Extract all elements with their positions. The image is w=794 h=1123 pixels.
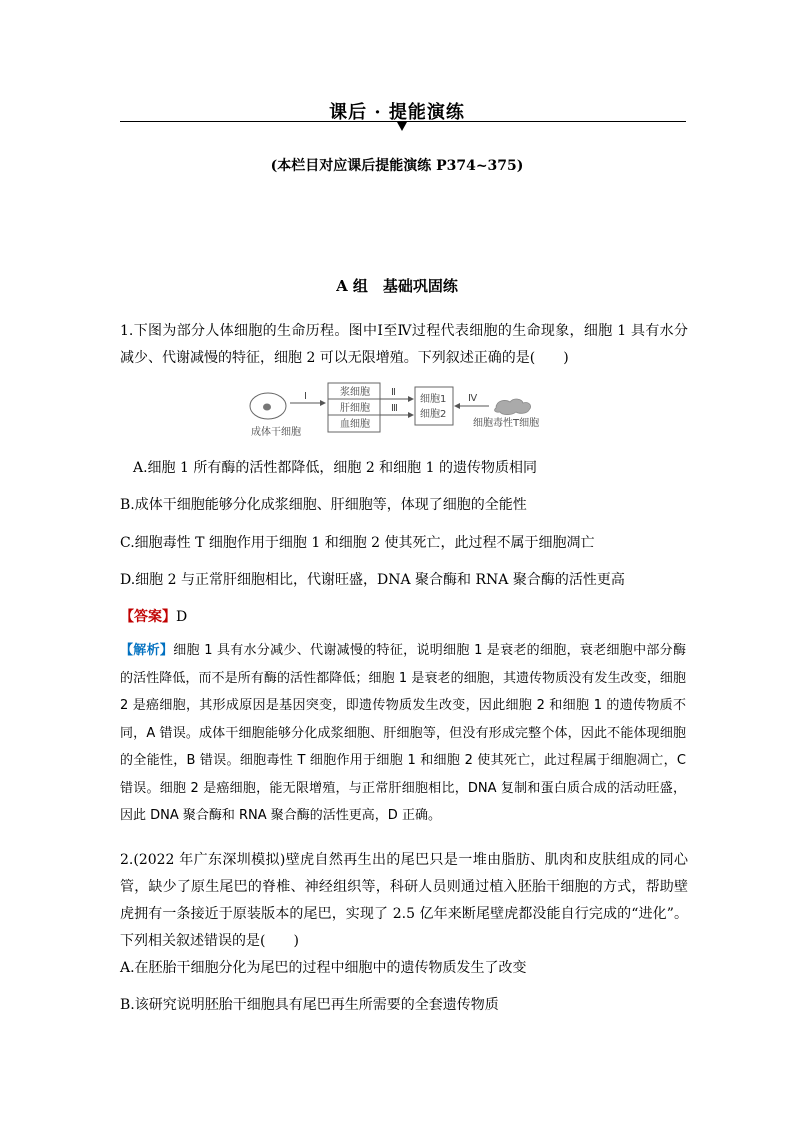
question-2-stem: 2.(2022 年广东深圳模拟)壁虎自然再生出的尾巴只是一堆由脂肪、肌肉和皮肤组成的同心管，缺少了原生尾巴的脊椎、神经组织等，科研人员则通过植入胚胎干细胞的方式，帮助壁虎拥有一条接近于原装版本的尾巴，实现了 2.5 亿年来断尾壁虎都没能自行完成的“进化”。下列相关叙述错误的是( ): [120, 852, 688, 949]
stem-cell-label: 成体干细胞: [251, 427, 301, 438]
arrow-2-head: [408, 396, 414, 402]
analysis-text: 细胞 1 具有水分减少、代谢减慢的特征，说明细胞 1 是衰老的细胞，衰老细胞中部分酶的活性降低，而不是所有酶的活性都降低；细胞 1 是衰老的细胞，其遗传物质没有发生改变，细胞 2 是癌细胞，其形成原因是基因突变，即遗传物质发生改变，因此细胞 2 和细胞 1 的遗传物质不同，A 错误。成体干细胞能够分化成浆细胞、肝细胞等，但没有形成完整个体，因此不能体现细胞的全能性，B 错误。细胞毒性 T 细胞作用于细胞 1 和细胞 2 使其死亡，此过程属于细胞凋亡，C 错误。细胞 2 是癌细胞，能无限增殖，与正常肝细胞相比，DNA 复制和蛋白质合成的活动旺盛，因此 DNA 聚合酶和 RNA 聚合酶的活性更高，D 正确。: [120, 643, 686, 823]
section-title: A 组 基础巩固练: [336, 277, 458, 295]
q1-option-c: C.细胞毒性 T 细胞作用于细胞 1 和细胞 2 使其死亡，此过程不属于细胞凋亡: [120, 535, 595, 551]
page-subtitle: (本栏目对应课后提能演练 P374~375): [270, 158, 524, 174]
arrow-1-head: [320, 400, 326, 406]
roman-label-4: Ⅳ: [468, 393, 478, 404]
header-triangle-icon: [397, 122, 407, 131]
q1-option-d: D.细胞 2 与正常肝细胞相比，代谢旺盛，DNA 聚合酶和 RNA 聚合酶的活性更高: [120, 572, 625, 588]
box-item-liver: 肝细胞: [340, 403, 370, 414]
stem-cell-nucleus: [263, 404, 271, 411]
q1-answer-line: [120, 607, 187, 627]
cell-1-label: 细胞1: [420, 394, 447, 405]
box-item-blood: 血细胞: [340, 419, 370, 430]
killer-t-cell-shape: [495, 399, 531, 415]
answer-value: D: [176, 609, 188, 625]
arrow-3-head: [408, 412, 414, 418]
q1-option-b: B.成体干细胞能够分化成浆细胞、肝细胞等，体现了细胞的全能性: [120, 497, 527, 513]
roman-label-2: Ⅱ: [391, 387, 396, 398]
arrow-4-head: [454, 403, 460, 409]
box-item-plasma: 浆细胞: [340, 387, 370, 398]
answer-tag: 【答案】: [120, 609, 176, 625]
q2-option-a: A.在胚胎干细胞分化为尾巴的过程中细胞中的遗传物质发生了改变: [120, 960, 527, 976]
roman-label-1: Ⅰ: [304, 391, 307, 402]
analysis-tag: 【解析】: [120, 643, 174, 658]
cell-2-label: 细胞2: [420, 409, 447, 420]
page-header-title: 课后 · 提能演练: [329, 102, 465, 123]
killer-t-cell-label: 细胞毒性T细胞: [473, 418, 540, 429]
question-1-stem: 1.下图为部分人体细胞的生命历程。图中Ⅰ至Ⅳ过程代表细胞的生命现象，细胞 1 具有水分减少、代谢减慢的特征，细胞 2 可以无限增殖。下列叙述正确的是( ): [120, 323, 688, 366]
q2-option-b: B.该研究说明胚胎干细胞具有尾巴再生所需要的全套遗传物质: [120, 997, 499, 1013]
cell-life-history-diagram: [240, 378, 560, 442]
q1-analysis: [120, 637, 686, 830]
q1-option-a: A.细胞 1 所有酶的活性都降低，细胞 2 和细胞 1 的遗传物质相同: [133, 460, 537, 476]
roman-label-3: Ⅲ: [391, 403, 398, 414]
